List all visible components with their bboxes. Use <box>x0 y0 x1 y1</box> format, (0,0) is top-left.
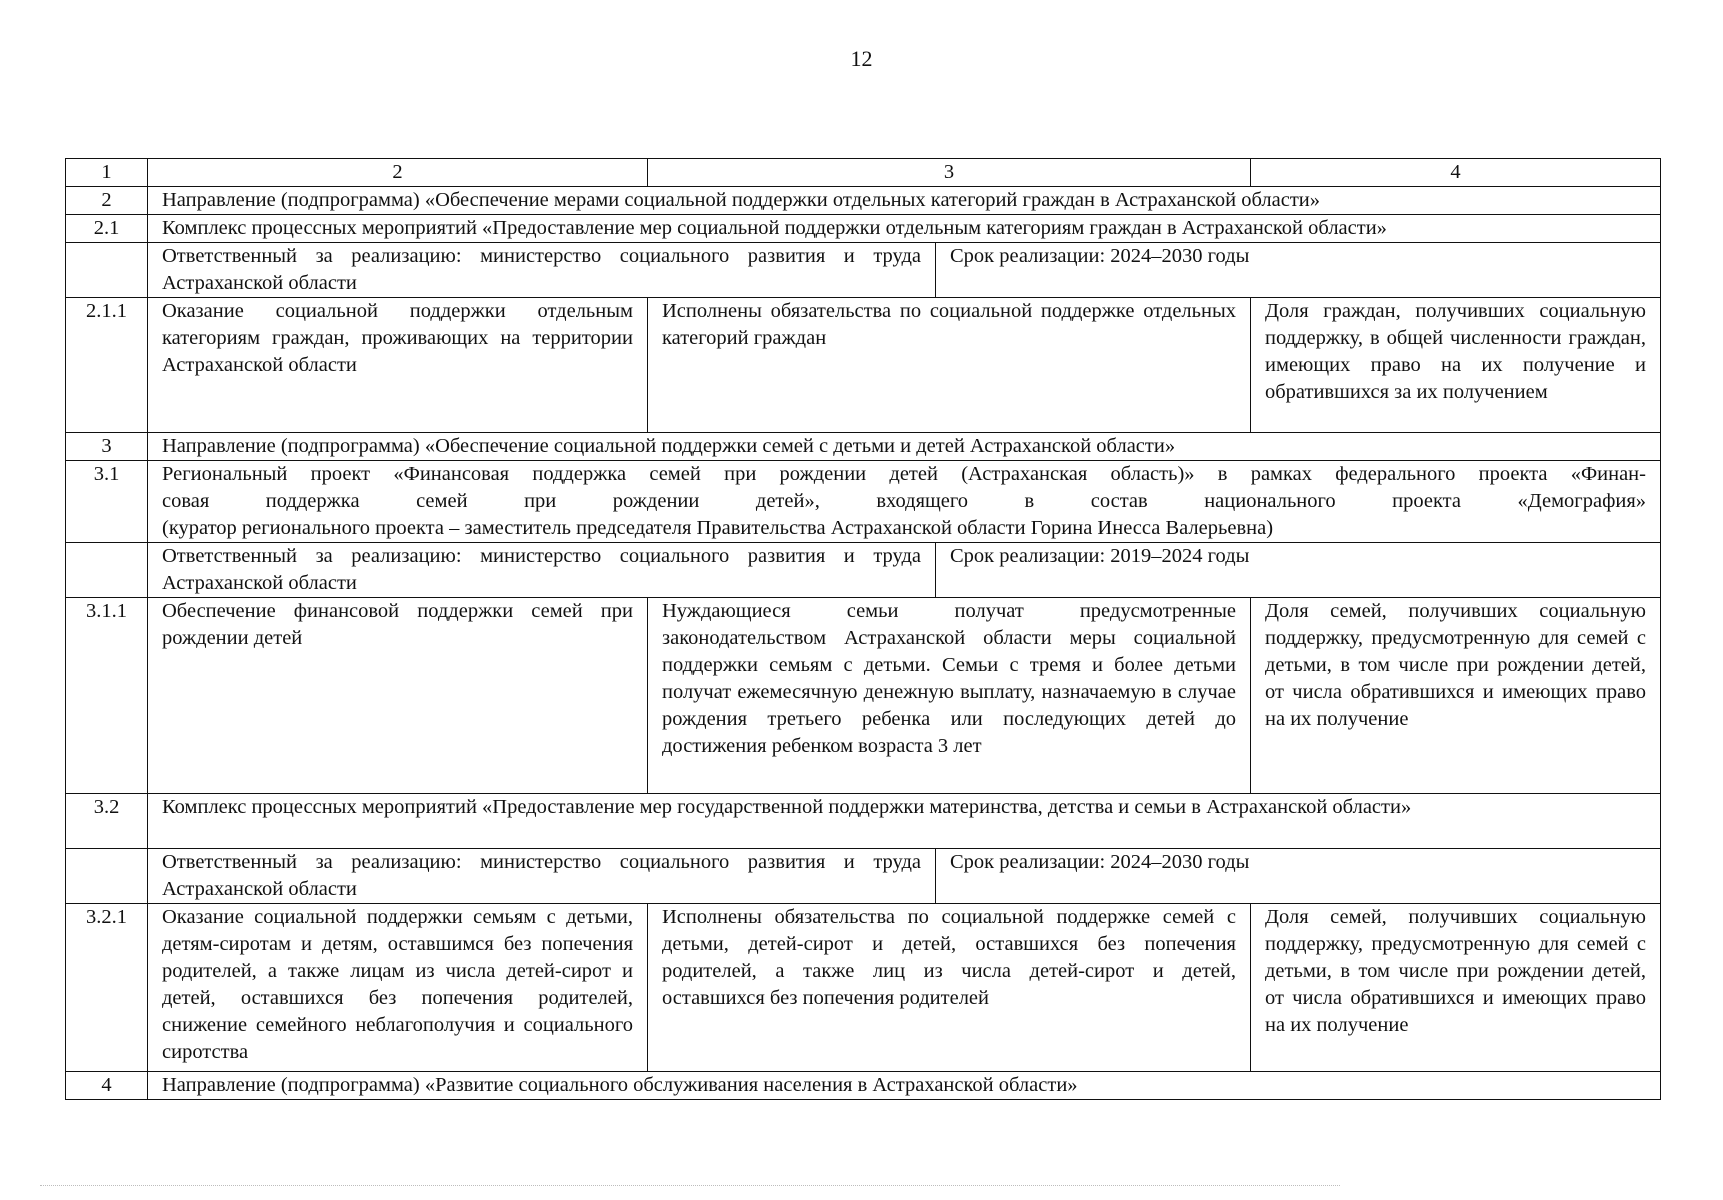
term-text: Срок реализации: 2024–2030 годы <box>950 851 1250 873</box>
effect-cell: Нуждающиеся семьи получат предусмотренные законодательством Астраханской области меры социальной поддержки семьям с детьми. Семьи с тремя и более детьми получат ежемесячную денежную выплату, назначаемую в случае рождения третьего ребенка или последующих детей до достижения ребенком возраста 3 лет <box>648 598 1251 794</box>
header-col-4: 4 <box>1251 159 1661 187</box>
table-row-3-2-1 <box>66 904 1661 1072</box>
row-number: 3.1 <box>66 461 148 543</box>
page-number: 12 <box>850 46 873 71</box>
project-line-3: (куратор регионального проекта – заместитель председателя Правительства Астраханской области Горина Инесса Валерьевна) <box>162 517 1274 539</box>
project-line-2: совая поддержка семей при рождении детей», входящего в состав национального проекта «Демография» <box>162 490 1646 512</box>
table-row-4 <box>66 1072 1661 1100</box>
header-row <box>66 159 1661 187</box>
table-row-2 <box>66 187 1661 215</box>
responsible-text: Ответственный за реализацию: министерство социального развития и труда Астраханской области <box>148 849 936 903</box>
table-row-3-2 <box>66 794 1661 849</box>
row-number: 3 <box>66 433 148 461</box>
indicator-cell: Доля семей, получивших социальную поддержку, предусмотренную для семей с детьми, в том числе при рождении детей, от числа обратившихся и имеющих право на их получение <box>1251 904 1661 1072</box>
direction-title: Направление (подпрограмма) «Обеспечение социальной поддержки семей с детьми и детей Астраханской области» <box>148 433 1661 461</box>
term-text: Срок реализации: 2019–2024 годы <box>950 545 1250 567</box>
responsible-row <box>66 543 1661 598</box>
table-row-3 <box>66 433 1661 461</box>
complex-title: Комплекс процессных мероприятий «Предоставление мер государственной поддержки материнства, детства и семьи в Астраханской области» <box>148 794 1661 849</box>
complex-title: Комплекс процессных мероприятий «Предоставление мер социальной поддержки отдельным категориям граждан в Астраханской области» <box>148 215 1661 243</box>
row-number: 3.1.1 <box>66 598 148 794</box>
row-number: 2.1.1 <box>66 298 148 433</box>
direction-title: Направление (подпрограмма) «Обеспечение мерами социальной поддержки отдельных категорий граждан в Астраханской области» <box>148 187 1661 215</box>
program-table <box>65 158 1661 1100</box>
effect-cell: Исполнены обязательства по социальной поддержке отдельных категорий граждан <box>648 298 1251 433</box>
task-cell: Оказание социальной поддержки семьям с детьми, детям-сиротам и детям, оставшимся без попечения родителей, а также лицам из числа детей-сирот и детей, оставшихся без попечения родителей, снижение семейного неблагополучия и социального сиротства <box>148 904 648 1072</box>
indicator-cell: Доля семей, получивших социальную поддержку, предусмотренную для семей с детьми, в том числе при рождении детей, от числа обратившихся и имеющих право на их получение <box>1251 598 1661 794</box>
responsible-text: Ответственный за реализацию: министерство социального развития и труда Астраханской области <box>148 543 936 597</box>
row-number: 4 <box>66 1072 148 1100</box>
task-cell: Обеспечение финансовой поддержки семей при рождении детей <box>148 598 648 794</box>
table-row-2-1 <box>66 215 1661 243</box>
scan-artifact-line <box>40 1185 1340 1188</box>
row-number: 3.2 <box>66 794 148 849</box>
row-number: 3.2.1 <box>66 904 148 1072</box>
table-row-3-1 <box>66 461 1661 543</box>
direction-title: Направление (подпрограмма) «Развитие социального обслуживания населения в Астраханской области» <box>148 1072 1661 1100</box>
term-text: Срок реализации: 2024–2030 годы <box>950 245 1250 267</box>
effect-cell: Исполнены обязательства по социальной поддержке семей с детьми, детей-сирот и детей, оставшихся без попечения родителей, а также лиц из числа детей-сирот и детей, оставшихся без попечения родителей <box>648 904 1251 1072</box>
table-row-2-1-1 <box>66 298 1661 433</box>
header-col-1: 1 <box>66 159 148 187</box>
header-col-2: 2 <box>148 159 648 187</box>
task-cell: Оказание социальной поддержки отдельным категориям граждан, проживающих на территории Астраханской области <box>148 298 648 433</box>
responsible-row <box>66 849 1661 904</box>
project-line-1: Региональный проект «Финансовая поддержка семей при рождении детей (Астраханская область)» в рамках федерального проекта «Финан- <box>162 463 1646 485</box>
header-col-3: 3 <box>648 159 1251 187</box>
responsible-row <box>66 243 1661 298</box>
regional-project-title <box>148 461 1661 543</box>
table-row-3-1-1 <box>66 598 1661 794</box>
indicator-cell: Доля граждан, получивших социальную поддержку, в общей численности граждан, имеющих право на их получение и обратившихся за их получением <box>1251 298 1661 433</box>
row-number: 2.1 <box>66 215 148 243</box>
responsible-text: Ответственный за реализацию: министерство социального развития и труда Астраханской области <box>148 243 936 297</box>
row-number: 2 <box>66 187 148 215</box>
